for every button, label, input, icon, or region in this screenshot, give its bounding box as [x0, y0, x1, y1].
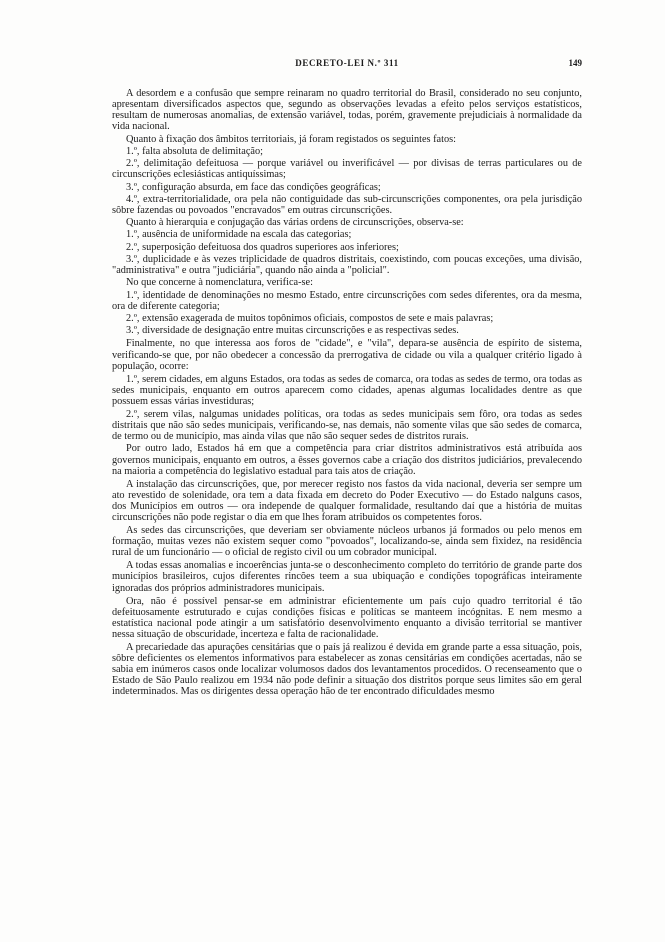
paragraph: Finalmente, no que interessa aos foros de "cidade", e "vila", depara-se ausência de espírito de sistema, verificando-se que, por não obedecer a concessão da prerrogativa de cidade ou vila a qualquer critério ligado à população, ocorre: — [112, 338, 582, 372]
paragraph: A desordem e a confusão que sempre reinaram no quadro territorial do Brasil, considerado no seu conjunto, apresentam diversificados aspectos que, segundo as observações levadas a efeito pelos serviços estatísticos, resultam de numerosas anomalias, de extensão variável, todas, porém, gravemente prejudiciais à normalidade da vida nacional. — [112, 88, 582, 133]
paragraph: As sedes das circunscrições, que deveriam ser obviamente núcleos urbanos já formados ou pelo menos em formação, muitas vezes não existem sequer como "povoados", localizando-se, ainda sem fixidez, na residência rural de um funcionário — o oficial de registo civil ou um cobrador municipal. — [112, 525, 582, 559]
list-item: 2.º, serem vilas, nalgumas unidades políticas, ora todas as sedes municipais sem fôro, ora todas as sedes distritais que não são sedes municipais, verificando-se, nas demais, não somente vilas que são sedes de comarca, de termo ou de município, mas ainda vilas que não são sequer sedes de distritos rurais. — [112, 408, 582, 443]
list-item: 3.º, duplicidade e às vezes triplicidade de quadros distritais, coexistindo, com poucas exceções, uma divisão, "administrativa" e outra "judiciária", quando não ainda a "policial". — [112, 254, 582, 277]
list-item: 1.º, falta absoluta de delimitação; — [126, 145, 264, 157]
list-item: 1.º, ausência de uniformidade na escala das categorias; — [126, 229, 352, 241]
paragraph: Por outro lado, Estados há em que a competência para criar distritos administrativos está atribuída aos governos municipais, enquanto em outros, a êsses governos cabe a criação dos distritos judiciários, prevalecendo na maioria a competência do legislativo estadual para tais atos de criação. — [112, 443, 582, 477]
paragraph: Ora, não é possível pensar-se em administrar eficientemente um país cujo quadro territorial é tão defeituosamente estruturado e cujas condições físicas e políticas se manteem incógnitas. E nem mesmo a estatística nacional pode atingir a um satisfatório desenvolvimento enquanto a divisão territorial se mantiver nessa situação de obscuridade, incerteza e falta de racionalidade. — [112, 595, 582, 640]
list-item: 1.º, serem cidades, em alguns Estados, ora todas as sedes de comarca, ora todas as sedes de termo, ora todas as sedes municipais, enquanto em outros aparecem como cidades, apenas algumas localidades dentre as que possuem essas várias investiduras; — [112, 373, 582, 407]
paragraph: A todas essas anomalias e incoerências junta-se o desconhecimento completo do território de grande parte dos municípios brasileiros, cujos diferentes rincões teem a sua ubiquação e condições topográficas inteiramente ignoradas dos próprios administradores municipais. — [112, 560, 582, 594]
list-item: 2.º, extensão exagerada de muitos topônimos oficiais, compostos de sete e mais palavras; — [126, 313, 494, 325]
running-head-title: DECRETO-LEI N.º 311 — [295, 58, 399, 68]
paragraph: Quanto à hierarquia e conjugação das várias ordens de circunscrições, observa-se: — [126, 217, 464, 229]
list-item: 3.º, diversidade de designação entre muitas circunscrições e as respectivas sedes. — [126, 325, 459, 337]
paragraph: A instalação das circunscrições, que, por merecer registo nos fastos da vida nacional, deveria ser sempre um ato revestido de solenidade, ora tem a data fixada em decreto do Poder Executivo — do Estado nalguns casos, dos Municípios em outros — ora independe de qualquer formalidade, resultando daí que a história de muitas circunscrições não pode registar o dia em que lhes foram atribuidos os competentes foros. — [112, 478, 582, 523]
running-head — [112, 58, 582, 72]
list-item: 2.º, delimitação defeituosa — porque variável ou inverificável — por divisas de terras particulares ou de circunscrições eclesiásticas antiquíssimas; — [112, 158, 582, 181]
list-item: 1.º, identidade de denominações no mesmo Estado, entre circunscrições com sedes diferentes, ora da mesma, ora de diferente categoria; — [112, 289, 582, 312]
list-item: 4.º, extra-territorialidade, ora pela não contiguidade das sub-circunscrições componentes, ora pela jurisdição sôbre fazendas ou povoados "encravados" em outras circunscrições. — [112, 193, 582, 216]
body-text — [112, 88, 582, 699]
page-number: 149 — [568, 58, 582, 68]
list-item: 3.º, configuração absurda, em face das condições geográficas; — [126, 181, 381, 193]
paragraph: Quanto à fixação dos âmbitos territoriais, já foram registados os seguintes fatos: — [126, 133, 456, 145]
paragraph: No que concerne à nomenclatura, verifica-se: — [126, 277, 313, 289]
paragraph: A precariedade das apurações censitárias que o país já realizou é devida em grande parte a essa situação, pois, sôbre deficientes os elementos informativos para estabelecer as zonas censitárias em condições acertadas, não se sabia em inúmeros casos onde localizar volumosos dados dos levantamentos procedidos. O recenseamento que o Estado de São Paulo realizou em 1934 não pode definir a situação dos distritos porque seus limites são em geral indeterminados. Mas os dirigentes dessa operação hão de ter encontrado dificuldades mesmo — [112, 642, 582, 698]
list-item: 2.º, superposição defeituosa dos quadros superiores aos inferiores; — [126, 241, 399, 253]
